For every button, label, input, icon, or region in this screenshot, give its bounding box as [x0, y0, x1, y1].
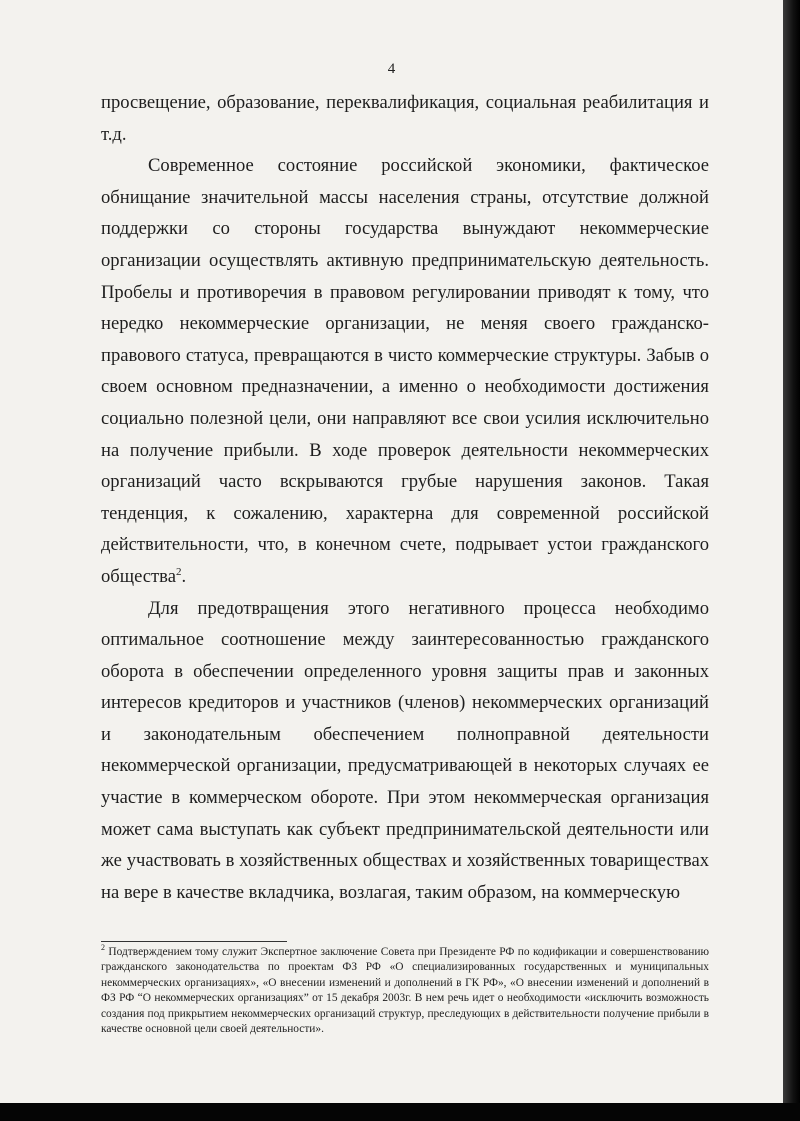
paragraph-2-end: .: [181, 565, 187, 587]
footnote-text: Подтверждением тому служит Экспертное заключение Совета при Президенте РФ по кодификации и совершенствованию гражданского законодательства по проектам ФЗ РФ «О специализированных государственных и муниципальных некоммерческих организациях», «О внесении изменений и дополнений в ГК РФ», «О внесении изменений и дополнений в ФЗ РФ “О некоммерческих организациях” от 15 декабря 2003г. В нем речь идет о необходимости «исключить возможность создания под прикрытием некоммерческих организаций структур, преследующих в действительности получение прибыли в качестве основной цели своей деятельности».: [101, 946, 709, 1036]
footnote-reference[interactable]: 2: [175, 565, 182, 578]
paragraph-2: [101, 150, 709, 592]
paragraph-1-text: просвещение, образование, переквалификация, социальная реабилитация и т.д.: [101, 92, 709, 145]
paragraph-3-text: Для предотвращения этого негативного процесса необходимо оптимальное соотношение между заинтересованностью гражданского оборота в обеспечении определенного уровня защиты прав и законных интересов кредиторов и участников (членов) некоммерческих организаций и законодательным обеспечением полноправной деятельности некоммерческой организации, предусматривающей в некоторых случаях ее участие в коммерческом обороте. При этом некоммерческая организация может сама выступать как субъект предпринимательской деятельности или же участвовать в хозяйственных обществах и хозяйственных товариществах на вере в качестве вкладчика, возлагая, таким образом, на коммерческую: [101, 597, 709, 903]
scan-bottom-edge: [0, 1103, 800, 1121]
paragraph-3: [101, 593, 709, 909]
page-number: 4: [387, 61, 396, 77]
body-text: [101, 87, 709, 908]
footnote: [101, 945, 709, 1037]
paragraph-1: [101, 87, 709, 150]
footnote-separator: [101, 941, 287, 942]
footnote-marker: 2: [101, 943, 105, 953]
paragraph-2-text: Современное состояние российской экономики, фактическое обнищание значительной массы населения страны, отсутствие должной поддержки со стороны государства вынуждают некоммерческие организации осуществлять активную предпринимательскую деятельность. Пробелы и противоречия в правовом регулировании приводят к тому, что нередко некоммерческие организации, не меняя своего гражданско-правового статуса, превращаются в чисто коммерческие структуры. Забыв о своем основном предназначении, а именно о необходимости достижения социально полезной цели, они направляют все свои усилия исключительно на получение прибыли. В ходе проверок деятельности некоммерческих организаций часто вскрываются грубые нарушения законов. Такая тенденция, к сожалению, характерна для современной российской действительности, что, в конечном счете, подрывает устои гражданского общества: [101, 155, 709, 587]
book-spine-shadow: [783, 0, 800, 1103]
